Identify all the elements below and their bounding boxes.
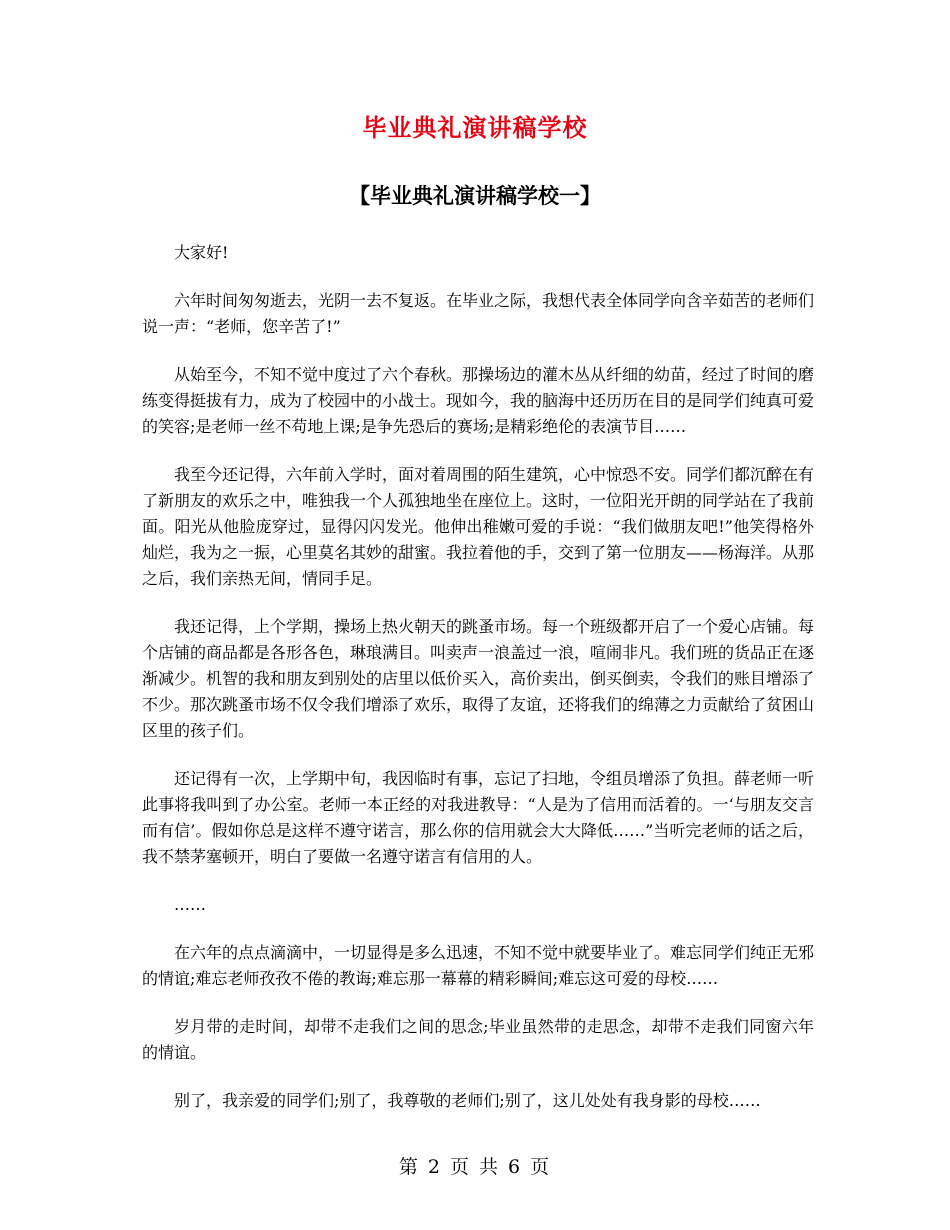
paragraph: 我至今还记得，六年前入学时，面对着周围的陌生建筑，心中惊恐不安。同学们都沉醉在有了新朋友的欢乐之中，唯独我一个人孤独地坐在座位上。这时，一位阳光开朗的同学站在了我前面。阳光从他脸庞穿过，显得闪闪发光。他伸出稚嫩可爱的手说：“我们做朋友吧!”他笑得格外灿烂，我为之一振，心里莫名其妙的甜蜜。我拉着他的手，交到了第一位朋友——杨海洋。从那之后，我们亲热无间，情同手足。 [142, 465, 815, 588]
paragraph: 还记得有一次，上学期中旬，我因临时有事，忘记了扫地，令组员增添了负担。薛老师一听此事将我叫到了办公室。老师一本正经的对我进教导：“人是为了信用而活着的。一‘与朋友交言而有信’。假如你总是这样不遵守诺言，那么你的信用就会大大降低……”当听完老师的话之后，我不禁茅塞顿开，明白了要做一名遵守诺言有信用的人。 [142, 769, 815, 866]
page-number-footer: 第 2 页 共 6 页 [398, 1156, 552, 1178]
paragraph: 六年时间匆匆逝去，光阴一去不复返。在毕业之际，我想代表全体同学向含辛茹苦的老师们说一声：“老师，您辛苦了!” [142, 291, 815, 336]
paragraph: 别了，我亲爱的同学们;别了，我尊敬的老师们;别了，这儿处处有我身影的母校…… [174, 1091, 761, 1110]
paragraph-ellipsis: …… [174, 895, 206, 914]
document-title: 毕业典礼演讲稿学校 [362, 113, 588, 142]
paragraph: 在六年的点点滴滴中，一切显得是多么迅速，不知不觉中就要毕业了。难忘同学们纯正无邪的情谊;难忘老师孜孜不倦的教诲;难忘那一幕幕的精彩瞬间;难忘这可爱的母校…… [142, 943, 815, 988]
section-heading: 【毕业典礼演讲稿学校一】 [349, 183, 601, 208]
document-body [142, 240, 814, 1136]
paragraph-greeting: 大家好! [174, 243, 229, 262]
paragraph: 岁月带的走时间，却带不走我们之间的思念;毕业虽然带的走思念，却带不走我们同窗六年的情谊。 [142, 1017, 814, 1062]
paragraph: 我还记得，上个学期，操场上热火朝天的跳蚤市场。每一个班级都开启了一个爱心店铺。每个店铺的商品都是各形各色，琳琅满目。叫卖声一浪盖过一浪，喧闹非凡。我们班的货品正在逐渐减少。机智的我和朋友到别处的店里以低价买入，高价卖出，倒买倒卖，令我们的账目增添了不少。那次跳蚤市场不仅令我们增添了欢乐，取得了友谊，还将我们的绵薄之力贡献给了贫困山区里的孩子们。 [142, 617, 815, 740]
paragraph: 从始至今，不知不觉中度过了六个春秋。那操场边的灌木丛从纤细的幼苗，经过了时间的磨练变得挺拔有力，成为了校园中的小战士。现如今，我的脑海中还历历在目的是同学们纯真可爱的笑容;是老师一丝不苟地上课;是争先恐后的赛场;是精彩绝伦的表演节目…… [142, 365, 815, 436]
